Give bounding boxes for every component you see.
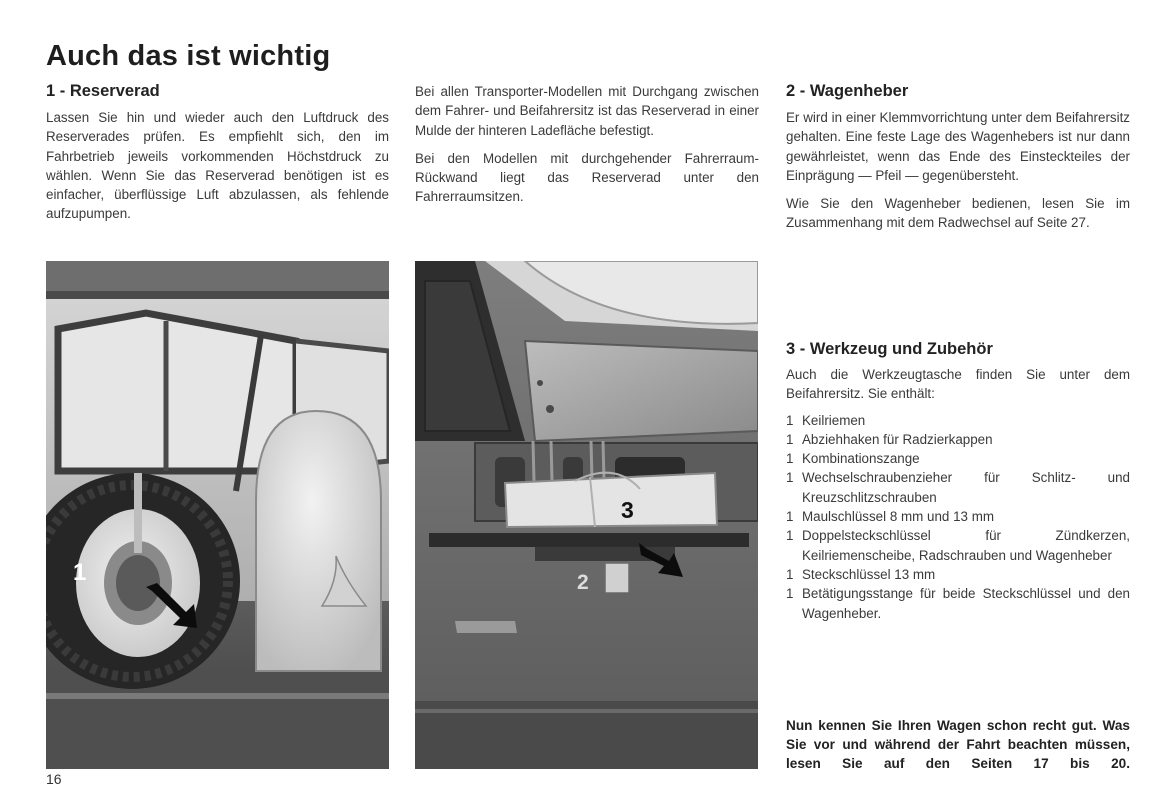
jack-paragraph-1: Er wird in einer Klemmvorrichtung unter dem Beifahrersitz gehalten. Eine feste Lage des Wagenhebers ist nur dann gewährleistet, wenn das Ende des Einsteckteiles der Einprägung — Pfeil — gegenübersteht. bbox=[786, 110, 1130, 183]
item-quantity: 1 bbox=[786, 528, 794, 544]
list-item bbox=[786, 584, 1130, 623]
closing-note: Nun kennen Sie Ihren Wagen schon recht gut. Was Sie vor und während der Fahrt beachten müssen, lesen Sie auf den Seiten 17 bis 20. bbox=[786, 718, 1130, 771]
item-quantity: 1 bbox=[786, 451, 794, 467]
item-name: Steckschlüssel 13 mm bbox=[802, 566, 936, 582]
item-quantity: 1 bbox=[786, 431, 794, 447]
photo-callout-2: 2 bbox=[577, 571, 589, 594]
item-name: Doppelsteckschlüssel für Zündkerzen, Keilriemenscheibe, Radschrauben und Wagenheber bbox=[802, 528, 1130, 563]
list-item bbox=[786, 449, 1130, 468]
item-name: Wechselschraubenzieher für Schlitz- und Kreuzschlitzschrauben bbox=[802, 470, 1130, 505]
column-left-text bbox=[46, 108, 389, 224]
item-name: Keilriemen bbox=[802, 412, 866, 428]
item-quantity: 1 bbox=[786, 509, 794, 525]
spare-wheel-location-paragraph-1: Bei allen Transporter-Modellen mit Durchgang zwischen dem Fahrer- und Beifahrersitz ist das Reserverad in einer Mulde der hinteren Ladefläche befestigt. bbox=[415, 84, 759, 138]
photo-callout-1: 1 bbox=[73, 559, 87, 586]
list-item bbox=[786, 507, 1130, 526]
tools-text-block bbox=[786, 365, 1130, 623]
tool-list bbox=[786, 411, 1130, 623]
list-item bbox=[786, 565, 1130, 584]
section-heading-tools: 3 - Werkzeug und Zubehör bbox=[786, 340, 993, 358]
item-quantity: 1 bbox=[786, 412, 794, 428]
photo-callout-3: 3 bbox=[621, 497, 634, 523]
item-quantity: 1 bbox=[786, 586, 794, 602]
spare-wheel-location-paragraph-2: Bei den Modellen mit durchgehender Fahrerraum-Rückwand liegt das Reserverad unter den Fahrerraumsitzen. bbox=[415, 150, 759, 205]
page-title: Auch das ist wichtig bbox=[46, 40, 331, 72]
spare-wheel-paragraph: Lassen Sie hin und wieder auch den Luftdruck des Reserverades prüfen. Es empfiehlt sich, den im Fahrbetrieb jeweils vorkommenden Höchstdruck zu wählen. Wenn Sie das Reserverad benötigen ist es einfacher, überflüssige Luft abzulassen, als fehlende aufzupumpen. bbox=[46, 110, 389, 222]
list-item bbox=[786, 468, 1130, 507]
column-middle-text bbox=[415, 82, 759, 207]
list-item bbox=[786, 411, 1130, 430]
item-quantity: 1 bbox=[786, 470, 794, 486]
photo-spare-wheel-illustration bbox=[46, 261, 389, 769]
section-heading-spare-wheel: 1 - Reserverad bbox=[46, 82, 160, 100]
photo-jack-and-tools bbox=[415, 261, 758, 769]
photo-jack-illustration bbox=[415, 261, 758, 769]
section-heading-jack: 2 - Wagenheber bbox=[786, 82, 909, 100]
list-item bbox=[786, 430, 1130, 449]
item-name: Betätigungsstange für beide Steckschlüssel und den Wagenheber. bbox=[802, 586, 1130, 621]
item-name: Abziehhaken für Radzierkappen bbox=[802, 431, 993, 447]
item-quantity: 1 bbox=[786, 566, 794, 582]
page-number: 16 bbox=[46, 771, 62, 787]
jack-text-block bbox=[786, 108, 1130, 233]
tools-intro: Auch die Werkzeugtasche finden Sie unter dem Beifahrersitz. Sie enthält: bbox=[786, 367, 1130, 402]
photo-spare-wheel bbox=[46, 261, 389, 769]
item-name: Kombinationszange bbox=[802, 451, 920, 467]
jack-paragraph-2: Wie Sie den Wagenheber bedienen, lesen Sie im Zusammenhang mit dem Radwechsel auf Seite 27. bbox=[786, 196, 1130, 231]
list-item bbox=[786, 526, 1130, 565]
item-name: Maulschlüssel 8 mm und 13 mm bbox=[802, 509, 994, 525]
